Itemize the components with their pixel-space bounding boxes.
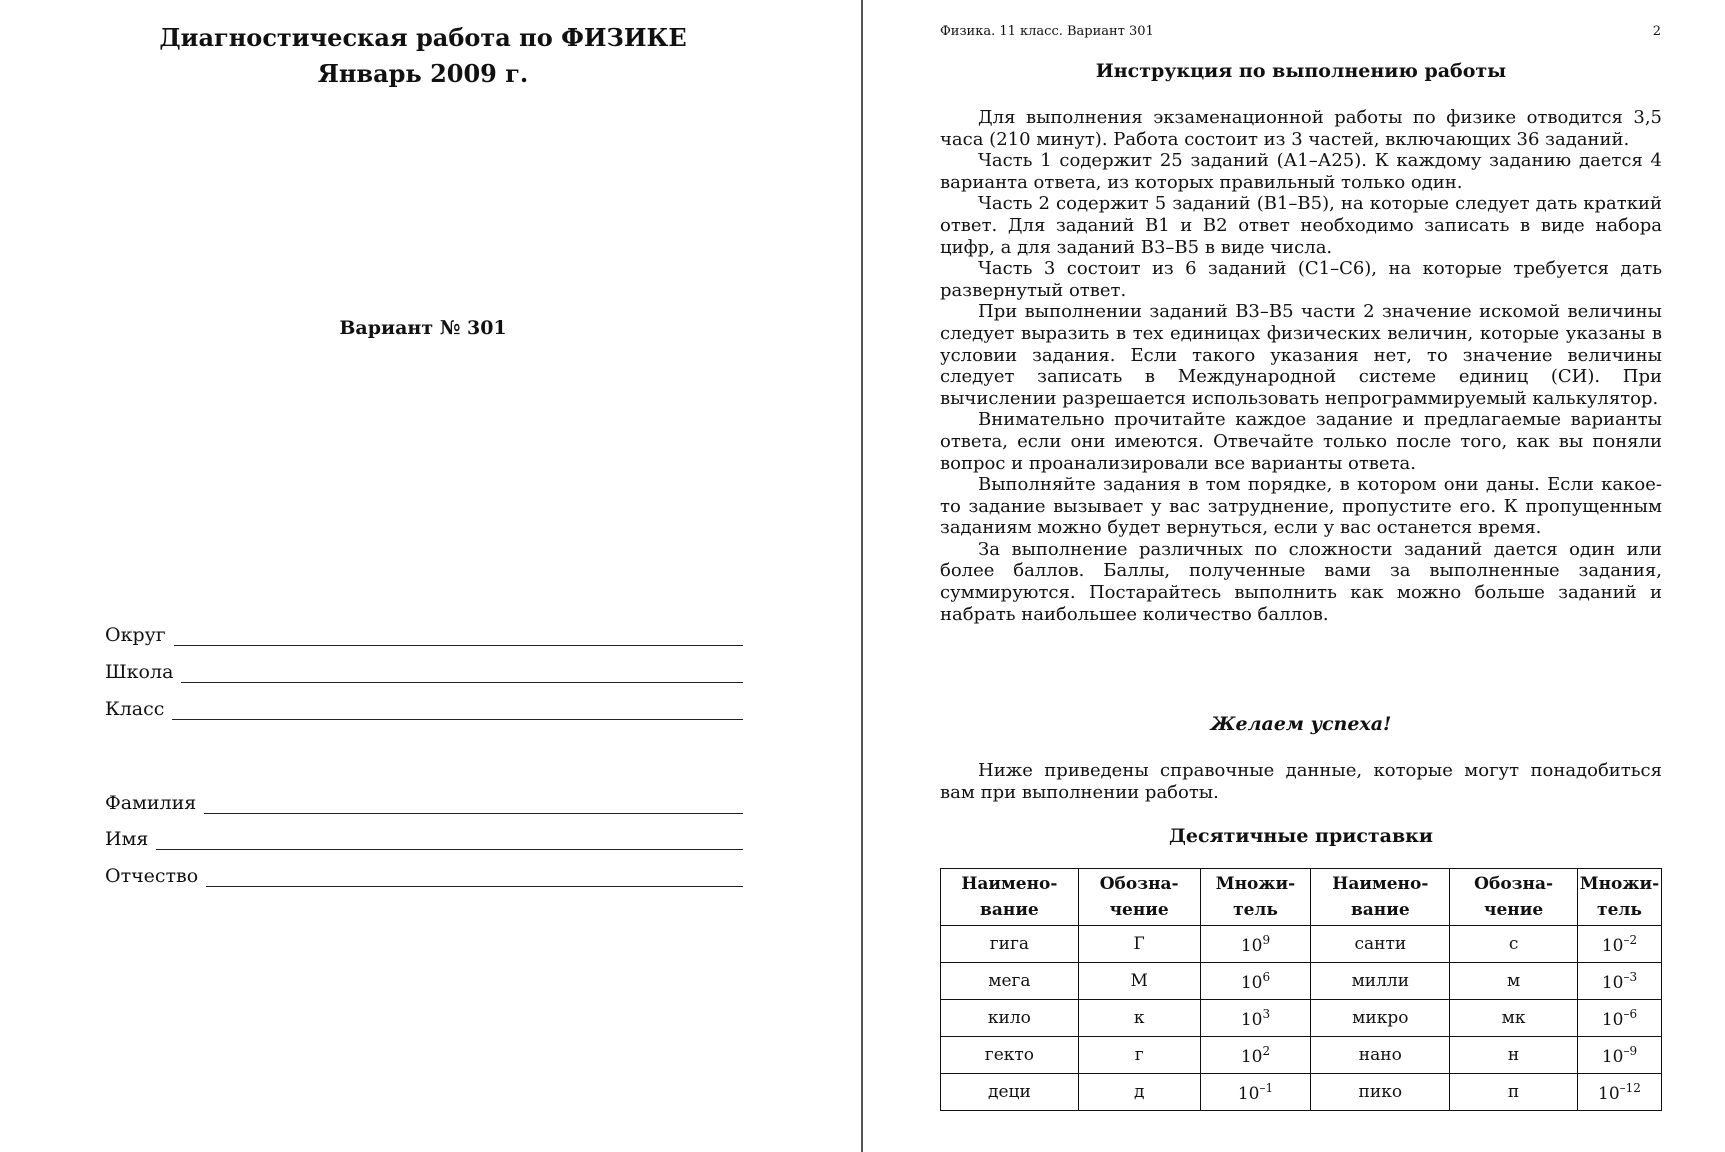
- prefix-symbol: п: [1450, 1074, 1578, 1111]
- page-number: 2: [1652, 24, 1661, 39]
- factor-base: 10: [1601, 972, 1624, 993]
- prefix-symbol: к: [1078, 1000, 1200, 1037]
- class-label: Класс: [105, 698, 165, 720]
- factor-exponent: –6: [1623, 1006, 1638, 1021]
- paragraph: Часть 2 содержит 5 заданий (В1–В5), на которые следует дать краткий ответ. Для заданий В1 и В2 ответ необходимо записать в виде набора цифр, а для заданий В3–В5 в виде числа.: [940, 193, 1662, 258]
- cover-title: [60, 20, 786, 92]
- prefix-symbol: с: [1450, 926, 1578, 963]
- paragraph: При выполнении заданий В3–В5 части 2 значение искомой величины следует выразить в тех единицах физических величин, которые указаны в условии задания. Если такого указания нет, то значение величины следует записать в Международной системе единиц (СИ). При вычислении разрешается использовать непрограммируемый калькулятор.: [940, 301, 1662, 409]
- factor-exponent: 9: [1262, 932, 1271, 947]
- header-name: Наимено-вание: [941, 869, 1079, 926]
- class-line[interactable]: [172, 719, 743, 720]
- factor-exponent: –3: [1623, 969, 1638, 984]
- first-name-line[interactable]: [156, 849, 743, 850]
- prefix-name: нано: [1311, 1037, 1450, 1074]
- class-field[interactable]: [105, 692, 743, 722]
- cover-page: [0, 0, 861, 1152]
- prefix-name: кило: [941, 1000, 1079, 1037]
- reference-note: [940, 760, 1662, 803]
- table-header-row: [941, 869, 1662, 926]
- running-head: [940, 24, 1661, 39]
- prefix-factor: [1577, 1037, 1661, 1074]
- surname-line[interactable]: [204, 813, 743, 814]
- prefix-factor: [1200, 963, 1311, 1000]
- prefix-factor: [1577, 926, 1661, 963]
- factor-base: 10: [1240, 1009, 1263, 1030]
- running-head-text: Физика. 11 класс. Вариант 301: [940, 24, 1154, 39]
- factor-base: 10: [1598, 1083, 1620, 1104]
- header-symbol: Обозна-чение: [1450, 869, 1578, 926]
- prefix-factor: [1200, 926, 1311, 963]
- prefix-factor: [1577, 1000, 1661, 1037]
- factor-base: 10: [1601, 1046, 1624, 1067]
- prefix-name: микро: [1311, 1000, 1450, 1037]
- prefix-symbol: М: [1078, 963, 1200, 1000]
- factor-base: 10: [1240, 935, 1263, 956]
- prefix-table: [940, 868, 1662, 1111]
- prefix-factor: [1577, 1074, 1661, 1111]
- header-factor: Множи-тель: [1200, 869, 1311, 926]
- factor-exponent: 6: [1262, 969, 1271, 984]
- cover-title-line2: Январь 2009 г.: [317, 59, 529, 88]
- prefix-name: гига: [941, 926, 1079, 963]
- surname-field[interactable]: [105, 786, 743, 816]
- factor-base: 10: [1240, 1046, 1263, 1067]
- page-divider: [861, 0, 863, 1152]
- factor-exponent: 3: [1262, 1006, 1271, 1021]
- prefix-name: гекто: [941, 1037, 1079, 1074]
- paragraph: Часть 3 состоит из 6 заданий (С1–С6), на которые требуется дать развернутый ответ.: [940, 258, 1662, 301]
- paragraph: Внимательно прочитайте каждое задание и предлагаемые варианты ответа, если они имеются. Отвечайте только после того, как вы поняли вопрос и проанализировали все варианты ответа.: [940, 409, 1662, 474]
- factor-exponent: –9: [1623, 1043, 1638, 1058]
- first-name-field[interactable]: [105, 822, 743, 852]
- instructions-body: [940, 107, 1662, 625]
- patronymic-label: Отчество: [105, 865, 199, 887]
- table-row: [941, 926, 1662, 963]
- reference-note-text: Ниже приведены справочные данные, которые могут понадобиться вам при выполнении работы.: [940, 760, 1662, 803]
- prefix-symbol: н: [1450, 1037, 1578, 1074]
- table-row: [941, 1037, 1662, 1074]
- prefix-factor: [1200, 1000, 1311, 1037]
- prefix-symbol: м: [1450, 963, 1578, 1000]
- paragraph: За выполнение различных по сложности заданий дается один или более баллов. Баллы, полученные вами за выполненные задания, суммируются. Постарайтесь выполнить как можно больше заданий и набрать наибольшее количество баллов.: [940, 538, 1662, 625]
- prefix-symbol: г: [1078, 1037, 1200, 1074]
- prefix-factor: [1200, 1037, 1311, 1074]
- factor-base: 10: [1237, 1083, 1260, 1104]
- district-field[interactable]: [105, 618, 743, 648]
- school-label: Школа: [105, 661, 174, 683]
- surname-label: Фамилия: [105, 792, 197, 814]
- header-symbol: Обозна-чение: [1078, 869, 1200, 926]
- header-factor: Множи-тель: [1577, 869, 1661, 926]
- prefix-symbol: мк: [1450, 1000, 1578, 1037]
- good-luck-wish: Желаем успеха!: [1210, 713, 1392, 735]
- prefix-symbol: д: [1078, 1074, 1200, 1111]
- paragraph: Выполняйте задания в том порядке, в котором они даны. Если какое-то задание вызывает у вас затруднение, пропустите его. К пропущенным заданиям можно будет вернуться, если у вас останется время.: [940, 474, 1662, 539]
- instructions-page: [864, 0, 1725, 1152]
- prefix-factor: [1200, 1074, 1311, 1111]
- first-name-label: Имя: [105, 828, 149, 850]
- patronymic-field[interactable]: [105, 859, 743, 889]
- prefix-name: санти: [1311, 926, 1450, 963]
- factor-base: 10: [1240, 972, 1263, 993]
- prefix-factor: [1577, 963, 1661, 1000]
- header-name: Наимено-вание: [1311, 869, 1450, 926]
- prefix-symbol: Г: [1078, 926, 1200, 963]
- school-field[interactable]: [105, 655, 743, 685]
- paragraph: Для выполнения экзаменационной работы по физике отводится 3,5 часа (210 минут). Работа состоит из 3 частей, включающих 36 заданий.: [940, 107, 1662, 150]
- factor-exponent: –1: [1259, 1080, 1274, 1095]
- prefix-name: деци: [941, 1074, 1079, 1111]
- factor-exponent: –2: [1623, 932, 1638, 947]
- factor-base: 10: [1601, 935, 1624, 956]
- paragraph: Часть 1 содержит 25 заданий (А1–А25). К каждому заданию дается 4 варианта ответа, из которых правильный только один.: [940, 150, 1662, 193]
- cover-title-line1: Диагностическая работа по ФИЗИКЕ: [159, 23, 687, 52]
- factor-exponent: 2: [1262, 1043, 1271, 1058]
- prefix-name: пико: [1311, 1074, 1450, 1111]
- patronymic-line[interactable]: [206, 886, 743, 887]
- district-label: Округ: [105, 624, 166, 646]
- prefix-table-title: Десятичные приставки: [1169, 825, 1433, 847]
- prefix-name: мега: [941, 963, 1079, 1000]
- table-row: [941, 963, 1662, 1000]
- variant-label: Вариант № 301: [339, 317, 507, 339]
- factor-exponent: –12: [1619, 1080, 1641, 1095]
- prefix-name: милли: [1311, 963, 1450, 1000]
- district-line[interactable]: [174, 645, 743, 646]
- table-row: [941, 1000, 1662, 1037]
- school-line[interactable]: [181, 682, 743, 683]
- table-row: [941, 1074, 1662, 1111]
- factor-base: 10: [1601, 1009, 1624, 1030]
- instructions-title: Инструкция по выполнению работы: [1095, 60, 1507, 82]
